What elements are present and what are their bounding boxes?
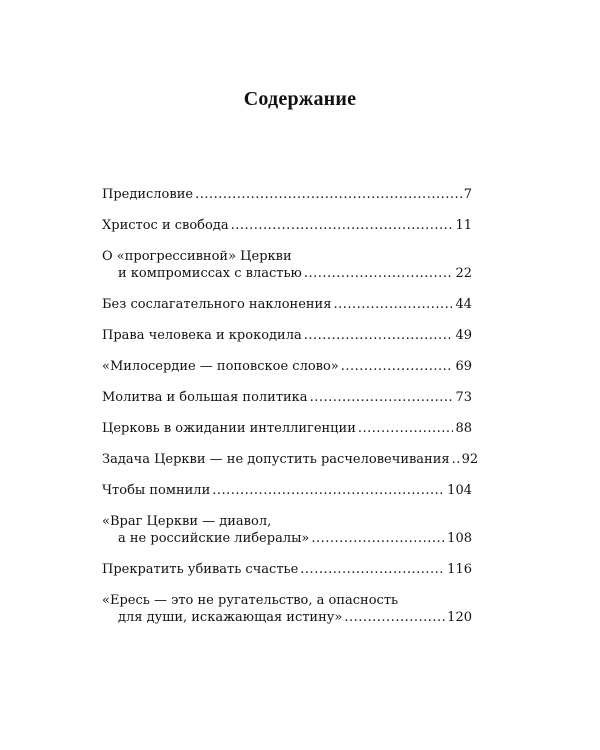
dot-leader xyxy=(300,561,445,578)
toc-entry xyxy=(102,217,472,234)
toc-entry xyxy=(102,358,472,375)
toc-entry xyxy=(102,482,472,499)
toc-entry xyxy=(102,513,472,547)
toc-entry-title: Права человека и крокодила xyxy=(102,328,302,343)
toc-entry xyxy=(102,327,472,344)
toc-entry-title-continuation: для души, искажающая истину» xyxy=(118,610,343,625)
dot-leader xyxy=(212,482,445,499)
toc-entry xyxy=(102,451,479,468)
toc-page-number: 88 xyxy=(455,421,472,436)
toc-entry xyxy=(102,561,472,578)
toc-entry-title: «Ересь — это не ругательство, а опасность xyxy=(102,593,399,608)
toc-page-number: 7 xyxy=(463,187,472,202)
toc-entry-title: «Враг Церкви — диавол, xyxy=(102,514,272,529)
toc-entry xyxy=(102,186,472,203)
toc-entry-title: Церковь в ожидании интеллигенции xyxy=(102,421,356,436)
toc-entry-title: Христос и свобода xyxy=(102,218,229,233)
dot-leader xyxy=(344,609,445,626)
toc-entry xyxy=(102,592,472,626)
toc-entry-title: Предисловие xyxy=(102,187,194,202)
toc-entry-title: Задача Церкви — не допустить расчеловечивания xyxy=(102,452,450,467)
toc-entry xyxy=(102,420,472,437)
toc-entry-title: О «прогрессивной» Церкви xyxy=(102,249,292,264)
table-of-contents xyxy=(102,186,479,640)
dot-leader xyxy=(333,296,453,313)
dot-leader xyxy=(452,451,460,468)
toc-page-number: 104 xyxy=(447,483,472,498)
toc-entry-title: «Милосердие — поповское слово» xyxy=(102,359,339,374)
dot-leader xyxy=(311,530,445,547)
toc-entry xyxy=(102,248,472,282)
toc-entry-title: Чтобы помнили xyxy=(102,483,211,498)
toc-entry-title: Прекратить убивать счастье xyxy=(102,562,299,577)
toc-page-number: 22 xyxy=(455,266,472,281)
toc-page-number: 116 xyxy=(447,562,472,577)
dot-leader xyxy=(195,186,462,203)
dot-leader xyxy=(231,217,454,234)
toc-entry-title: Без сослагательного наклонения xyxy=(102,297,332,312)
toc-page-number: 108 xyxy=(447,531,472,546)
toc-page-number: 69 xyxy=(455,359,472,374)
toc-entry-title-continuation: и компромиссах с властью xyxy=(118,266,302,281)
toc-page-number: 73 xyxy=(455,390,472,405)
toc-page-number: 49 xyxy=(455,328,472,343)
toc-page-number: 120 xyxy=(447,610,472,625)
dot-leader xyxy=(341,358,454,375)
toc-page-number: 11 xyxy=(455,218,472,233)
toc-entry-title: Молитва и большая политика xyxy=(102,390,308,405)
toc-entry xyxy=(102,296,472,313)
dot-leader xyxy=(304,327,454,344)
toc-page-number: 92 xyxy=(461,452,479,467)
toc-page-number: 44 xyxy=(455,297,472,312)
page-title: Содержание xyxy=(243,88,357,110)
toc-entry-title-continuation: а не российские либералы» xyxy=(118,531,310,546)
dot-leader xyxy=(304,265,454,282)
dot-leader xyxy=(358,420,454,437)
toc-entry xyxy=(102,389,472,406)
dot-leader xyxy=(310,389,454,406)
